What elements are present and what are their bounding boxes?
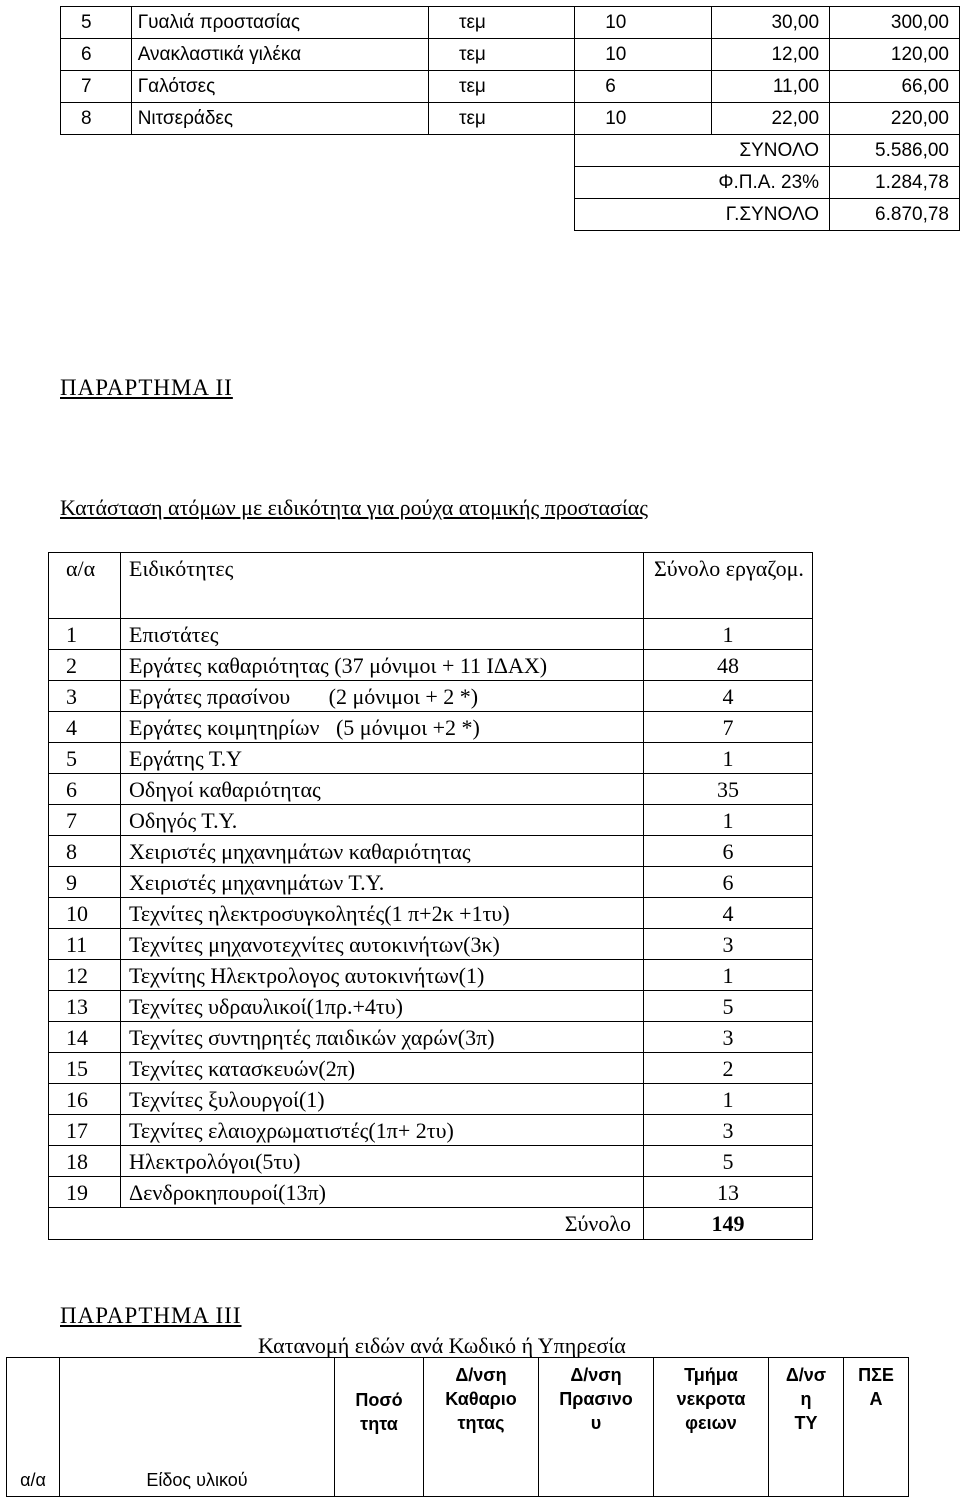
item-description: Ανακλαστικά γιλέκα bbox=[131, 39, 428, 71]
staff-row bbox=[49, 650, 813, 681]
item-quantity: 6 bbox=[575, 71, 712, 103]
totals-row bbox=[61, 135, 960, 167]
staff-row bbox=[49, 743, 813, 774]
staff-row-count: 5 bbox=[644, 1146, 813, 1177]
staff-row bbox=[49, 1022, 813, 1053]
totals-spacer bbox=[61, 135, 132, 167]
annex2-title: ΠΑΡΑΡΤΗΜΑ ΙΙ bbox=[60, 375, 233, 400]
item-unit-price: 11,00 bbox=[712, 71, 830, 103]
item-total: 66,00 bbox=[830, 71, 960, 103]
item-quantity: 10 bbox=[575, 103, 712, 135]
staff-row-number: 18 bbox=[49, 1146, 121, 1177]
item-row bbox=[61, 103, 960, 135]
item-total: 120,00 bbox=[830, 39, 960, 71]
totals-value: 5.586,00 bbox=[830, 135, 960, 167]
staff-row-count: 4 bbox=[644, 681, 813, 712]
staff-row-number: 5 bbox=[49, 743, 121, 774]
staff-row-specialty: Δενδροκηπουροί(13π) bbox=[121, 1177, 644, 1208]
totals-spacer bbox=[428, 199, 574, 231]
staff-row-specialty: Εργάτης Τ.Υ bbox=[121, 743, 644, 774]
staff-row bbox=[49, 867, 813, 898]
staff-row-count: 3 bbox=[644, 1115, 813, 1146]
staff-row-number: 8 bbox=[49, 836, 121, 867]
staff-row-count: 1 bbox=[644, 619, 813, 650]
dist-header-technical-dept: Δ/νσ η ΤΥ bbox=[769, 1358, 844, 1497]
totals-row bbox=[61, 167, 960, 199]
staff-row-count: 1 bbox=[644, 805, 813, 836]
item-row bbox=[61, 71, 960, 103]
staff-row-number: 7 bbox=[49, 805, 121, 836]
item-description: Γαλότσες bbox=[131, 71, 428, 103]
staff-row bbox=[49, 929, 813, 960]
item-row bbox=[61, 39, 960, 71]
staff-row-number: 17 bbox=[49, 1115, 121, 1146]
staff-row-specialty: Τεχνίτες μηχανοτεχνίτες αυτοκινήτων(3κ) bbox=[121, 929, 644, 960]
items-table bbox=[60, 6, 960, 231]
totals-value: 1.284,78 bbox=[830, 167, 960, 199]
staff-row-specialty: Επιστάτες bbox=[121, 619, 644, 650]
item-description: Γυαλιά προστασίας bbox=[131, 7, 428, 39]
totals-spacer bbox=[131, 167, 428, 199]
staff-row-count: 48 bbox=[644, 650, 813, 681]
staff-row-specialty: Οδηγοί καθαριότητας bbox=[121, 774, 644, 805]
distribution-header-row bbox=[7, 1358, 909, 1497]
item-description: Νιτσεράδες bbox=[131, 103, 428, 135]
item-unit: τεμ bbox=[428, 39, 574, 71]
staff-row bbox=[49, 1177, 813, 1208]
staff-header-aa: α/α bbox=[49, 553, 121, 619]
staff-header-specialty: Ειδικότητες bbox=[121, 553, 644, 619]
item-unit: τεμ bbox=[428, 71, 574, 103]
staff-row-specialty: Τεχνίτες ξυλουργοί(1) bbox=[121, 1084, 644, 1115]
annex3-title: ΠΑΡΑΡΤΗΜΑ ΙΙΙ bbox=[60, 1303, 242, 1328]
staff-row-count: 6 bbox=[644, 836, 813, 867]
staff-row bbox=[49, 681, 813, 712]
staff-table bbox=[48, 552, 813, 1240]
dist-header-quantity: Ποσό τητα bbox=[335, 1358, 424, 1497]
staff-row-specialty: Εργάτες καθαριότητας (37 μόνιμοι + 11 ΙΔΑΧ) bbox=[121, 650, 644, 681]
staff-row-number: 9 bbox=[49, 867, 121, 898]
staff-row bbox=[49, 836, 813, 867]
item-unit-price: 30,00 bbox=[712, 7, 830, 39]
totals-label: ΣΥΝΟΛΟ bbox=[575, 135, 830, 167]
staff-row bbox=[49, 619, 813, 650]
staff-row-count: 4 bbox=[644, 898, 813, 929]
staff-header-total: Σύνολο εργαζομ. bbox=[644, 553, 813, 619]
staff-row-specialty: Χειριστές μηχανημάτων καθαριότητας bbox=[121, 836, 644, 867]
staff-row-specialty: Ηλεκτρολόγοι(5τυ) bbox=[121, 1146, 644, 1177]
staff-row-count: 2 bbox=[644, 1053, 813, 1084]
staff-row-count: 5 bbox=[644, 991, 813, 1022]
staff-row-number: 12 bbox=[49, 960, 121, 991]
staff-row-number: 11 bbox=[49, 929, 121, 960]
staff-row-count: 7 bbox=[644, 712, 813, 743]
staff-row-count: 3 bbox=[644, 929, 813, 960]
staff-table-body bbox=[49, 553, 813, 1240]
staff-row-count: 1 bbox=[644, 960, 813, 991]
totals-label: Γ.ΣΥΝΟΛΟ bbox=[575, 199, 830, 231]
staff-row bbox=[49, 1146, 813, 1177]
staff-row-specialty: Τεχνίτες υδραυλικοί(1πρ.+4τυ) bbox=[121, 991, 644, 1022]
dist-header-aa: α/α bbox=[7, 1358, 60, 1497]
item-row bbox=[61, 7, 960, 39]
staff-row bbox=[49, 1084, 813, 1115]
staff-row-number: 16 bbox=[49, 1084, 121, 1115]
staff-row-number: 13 bbox=[49, 991, 121, 1022]
staff-row-number: 1 bbox=[49, 619, 121, 650]
staff-row-number: 10 bbox=[49, 898, 121, 929]
item-unit: τεμ bbox=[428, 7, 574, 39]
item-total: 300,00 bbox=[830, 7, 960, 39]
totals-spacer bbox=[428, 167, 574, 199]
staff-row-count: 6 bbox=[644, 867, 813, 898]
totals-spacer bbox=[61, 199, 132, 231]
annex3-subtitle: Κατανομή ειδών ανά Κωδικό ή Υπηρεσία bbox=[258, 1333, 626, 1358]
staff-row-specialty: Τεχνίτες ηλεκτροσυγκολητές(1 π+2κ +1τυ) bbox=[121, 898, 644, 929]
staff-row bbox=[49, 960, 813, 991]
staff-row-number: 3 bbox=[49, 681, 121, 712]
totals-spacer bbox=[428, 135, 574, 167]
item-unit-price: 22,00 bbox=[712, 103, 830, 135]
staff-row-specialty: Τεχνίτες συντηρητές παιδικών χαρών(3π) bbox=[121, 1022, 644, 1053]
staff-row-specialty: Τεχνίτες ελαιοχρωματιστές(1π+ 2τυ) bbox=[121, 1115, 644, 1146]
totals-label: Φ.Π.Α. 23% bbox=[575, 167, 830, 199]
staff-row-number: 4 bbox=[49, 712, 121, 743]
dist-header-cleaning-dept: Δ/νση Καθαριο τητας bbox=[424, 1358, 539, 1497]
staff-row-number: 19 bbox=[49, 1177, 121, 1208]
dist-header-cemetery-dept: Τμήμα νεκροτα φειων bbox=[654, 1358, 769, 1497]
item-quantity: 10 bbox=[575, 39, 712, 71]
staff-row-specialty: Οδηγός Τ.Υ. bbox=[121, 805, 644, 836]
totals-row bbox=[61, 199, 960, 231]
staff-row-count: 3 bbox=[644, 1022, 813, 1053]
staff-row-specialty: Τεχνίτης Ηλεκτρολογος αυτοκινήτων(1) bbox=[121, 960, 644, 991]
staff-row-specialty: Χειριστές μηχανημάτων Τ.Υ. bbox=[121, 867, 644, 898]
totals-spacer bbox=[131, 199, 428, 231]
staff-row-count: 35 bbox=[644, 774, 813, 805]
distribution-table bbox=[6, 1357, 909, 1497]
staff-row-specialty: Εργάτες κοιμητηρίων (5 μόνιμοι +2 *) bbox=[121, 712, 644, 743]
item-number: 5 bbox=[61, 7, 132, 39]
item-total: 220,00 bbox=[830, 103, 960, 135]
staff-row bbox=[49, 712, 813, 743]
item-number: 8 bbox=[61, 103, 132, 135]
staff-row bbox=[49, 898, 813, 929]
item-number: 6 bbox=[61, 39, 132, 71]
items-table-body bbox=[61, 7, 960, 231]
staff-row-number: 14 bbox=[49, 1022, 121, 1053]
dist-header-psea: ΠΣΕ Α bbox=[844, 1358, 909, 1497]
staff-sum-value: 149 bbox=[644, 1208, 813, 1240]
staff-table-header-row bbox=[49, 553, 813, 619]
staff-row-specialty: Εργάτες πρασίνου (2 μόνιμοι + 2 *) bbox=[121, 681, 644, 712]
staff-row-count: 13 bbox=[644, 1177, 813, 1208]
staff-row-number: 15 bbox=[49, 1053, 121, 1084]
item-quantity: 10 bbox=[575, 7, 712, 39]
staff-row-count: 1 bbox=[644, 1084, 813, 1115]
staff-row-specialty: Τεχνίτες κατασκευών(2π) bbox=[121, 1053, 644, 1084]
item-unit-price: 12,00 bbox=[712, 39, 830, 71]
staff-row-number: 6 bbox=[49, 774, 121, 805]
dist-header-item: Είδος υλικού bbox=[60, 1358, 335, 1497]
totals-value: 6.870,78 bbox=[830, 199, 960, 231]
staff-row bbox=[49, 774, 813, 805]
totals-spacer bbox=[131, 135, 428, 167]
staff-sum-label: Σύνολο bbox=[49, 1208, 644, 1240]
item-unit: τεμ bbox=[428, 103, 574, 135]
totals-spacer bbox=[61, 167, 132, 199]
staff-row-number: 2 bbox=[49, 650, 121, 681]
staff-row-count: 1 bbox=[644, 743, 813, 774]
dist-header-green-dept: Δ/νση Πρασινο υ bbox=[539, 1358, 654, 1497]
staff-row bbox=[49, 1115, 813, 1146]
staff-row bbox=[49, 1053, 813, 1084]
annex2-subtitle: Κατάσταση ατόμων με ειδικότητα για ρούχα ατομικής προστασίας bbox=[60, 495, 648, 520]
item-number: 7 bbox=[61, 71, 132, 103]
staff-row bbox=[49, 805, 813, 836]
staff-row bbox=[49, 991, 813, 1022]
staff-sum-row bbox=[49, 1208, 813, 1240]
